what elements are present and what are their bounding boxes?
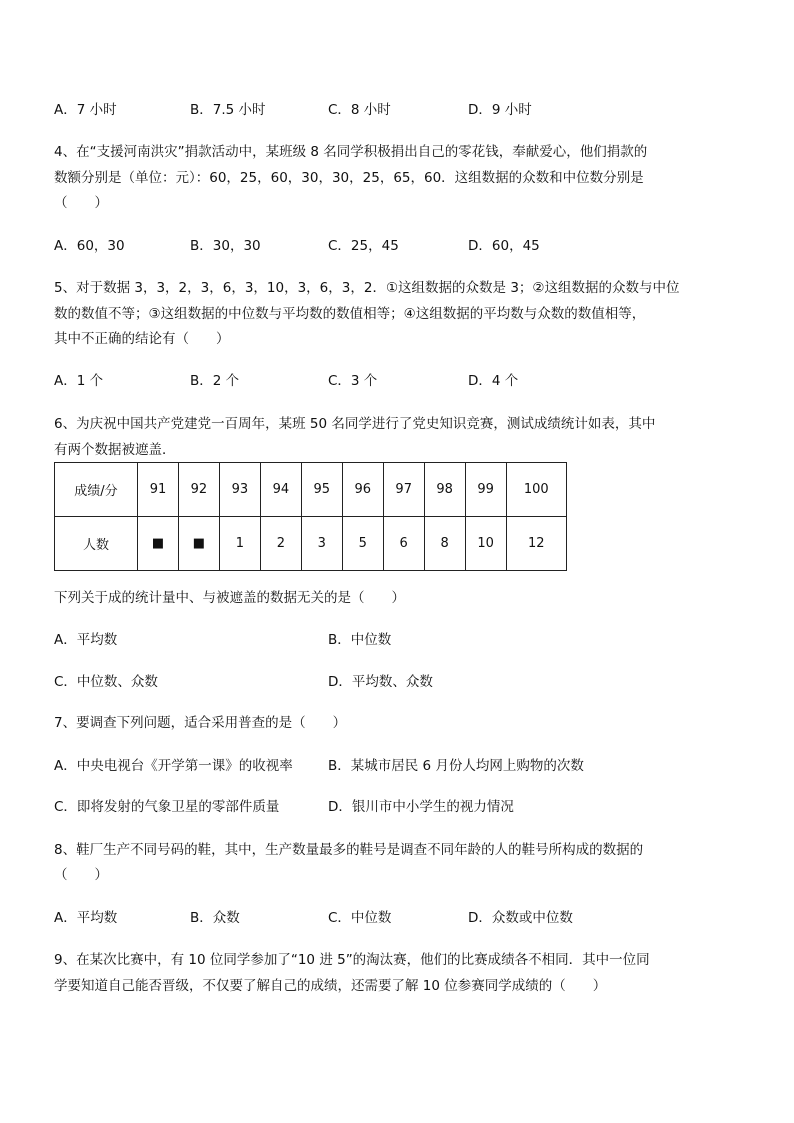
q6-line-1: 6、为庆祝中国共产党建党一百周年，某班 50 名同学进行了党史知识竞赛，测试成绩统计如表，其中 (54, 416, 656, 432)
score-cell: 92 (178, 463, 219, 517)
count-header-label: 人数 (55, 517, 138, 571)
score-table (54, 462, 567, 571)
q9-line-1: 9、在某次比赛中，有 10 位同学参加了“10 进 5”的淘汰赛，他们的比赛成绩各不相同．其中一位同 (54, 952, 650, 968)
q4-option-d: D．60，45 (468, 238, 540, 254)
q5-option-b: B．2 个 (190, 373, 240, 389)
q5-option-d: D．4 个 (468, 373, 519, 389)
q6-question: 下列关于成的统计量中、与被遮盖的数据无关的是（ ） (54, 590, 405, 606)
q7-line: 7、要调查下列问题，适合采用普查的是（ ） (54, 715, 347, 731)
q4-option-b: B．30，30 (190, 238, 261, 254)
q8-option-b: B．众数 (190, 910, 240, 926)
score-cell: 100 (506, 463, 566, 517)
q5-line-1: 5、对于数据 3，3，2，3，6，3，10，3，6，3，2．①这组数据的众数是 3；②这组数据的众数与中位 (54, 280, 680, 296)
q6-option-a: A．平均数 (54, 632, 118, 648)
q4-option-c: C．25，45 (328, 238, 399, 254)
count-cell: 8 (424, 517, 465, 571)
q6-option-b: B．中位数 (328, 632, 392, 648)
q8-line-2: （ ） (54, 867, 108, 883)
score-header-label: 成绩/分 (55, 463, 138, 517)
count-cell-covered: ■ (138, 517, 179, 571)
q7-option-d: D．银川市中小学生的视力情况 (328, 799, 514, 815)
score-cell: 98 (424, 463, 465, 517)
score-cell: 95 (301, 463, 342, 517)
q5-option-c: C．3 个 (328, 373, 378, 389)
q7-option-c: C．即将发射的气象卫星的零部件质量 (54, 799, 280, 815)
score-cell: 97 (383, 463, 424, 517)
count-cell: 6 (383, 517, 424, 571)
score-row (55, 463, 567, 517)
q7-options-row-2 (54, 797, 754, 817)
count-row (55, 517, 567, 571)
q6-option-c: C．中位数、众数 (54, 674, 158, 690)
q3-option-b: B．7.5 小时 (190, 102, 266, 118)
q3-option-d: D．9 小时 (468, 102, 532, 118)
q4-options (54, 236, 754, 256)
score-cell: 91 (138, 463, 179, 517)
q8-line-1: 8、鞋厂生产不同号码的鞋，其中，生产数量最多的鞋号是调查不同年龄的人的鞋号所构成的数据的 (54, 842, 644, 858)
q4-line-3: （ ） (54, 195, 108, 211)
score-cell: 93 (219, 463, 260, 517)
q3-option-a: A．7 小时 (54, 102, 117, 118)
q6-options-row-1 (54, 630, 754, 650)
count-cell: 10 (465, 517, 506, 571)
q5-option-a: A．1 个 (54, 373, 104, 389)
score-cell: 99 (465, 463, 506, 517)
score-cell: 96 (342, 463, 383, 517)
q5-line-2: 数的数值不等；③这组数据的中位数与平均数的数值相等；④这组数据的平均数与众数的数值相等， (54, 306, 646, 322)
count-cell: 3 (301, 517, 342, 571)
q4-option-a: A．60，30 (54, 238, 125, 254)
count-cell: 5 (342, 517, 383, 571)
count-cell: 1 (219, 517, 260, 571)
q6-options-row-2 (54, 672, 754, 692)
q9-line-2: 学要知道自己能否晋级，不仅要了解自己的成绩，还需要了解 10 位参赛同学成绩的（ ） (54, 978, 607, 994)
count-cell: 2 (260, 517, 301, 571)
q8-option-d: D．众数或中位数 (468, 910, 573, 926)
count-cell-covered: ■ (178, 517, 219, 571)
score-cell: 94 (260, 463, 301, 517)
q7-option-b: B．某城市居民 6 月份人均网上购物的次数 (328, 758, 584, 774)
q4-line-1: 4、在“支援河南洪灾”捐款活动中，某班级 8 名同学积极捐出自己的零花钱，奉献爱心，他们捐款的 (54, 144, 648, 160)
q5-line-3: 其中不正确的结论有（ ） (54, 331, 230, 347)
q7-options-row-1 (54, 756, 754, 776)
q6-line-2: 有两个数据被遮盖． (54, 442, 176, 458)
q6-option-d: D．平均数、众数 (328, 674, 433, 690)
q8-option-a: A．平均数 (54, 910, 118, 926)
count-cell: 12 (506, 517, 566, 571)
q8-option-c: C．中位数 (328, 910, 392, 926)
q8-options (54, 908, 754, 928)
q5-options (54, 371, 754, 391)
q3-options (54, 100, 754, 120)
q4-line-2: 数额分别是（单位：元）：60，25，60，30，30，25，65，60．这组数据的众数和中位数分别是 (54, 170, 644, 186)
q3-option-c: C．8 小时 (328, 102, 391, 118)
q7-option-a: A．中央电视台《开学第一课》的收视率 (54, 758, 293, 774)
